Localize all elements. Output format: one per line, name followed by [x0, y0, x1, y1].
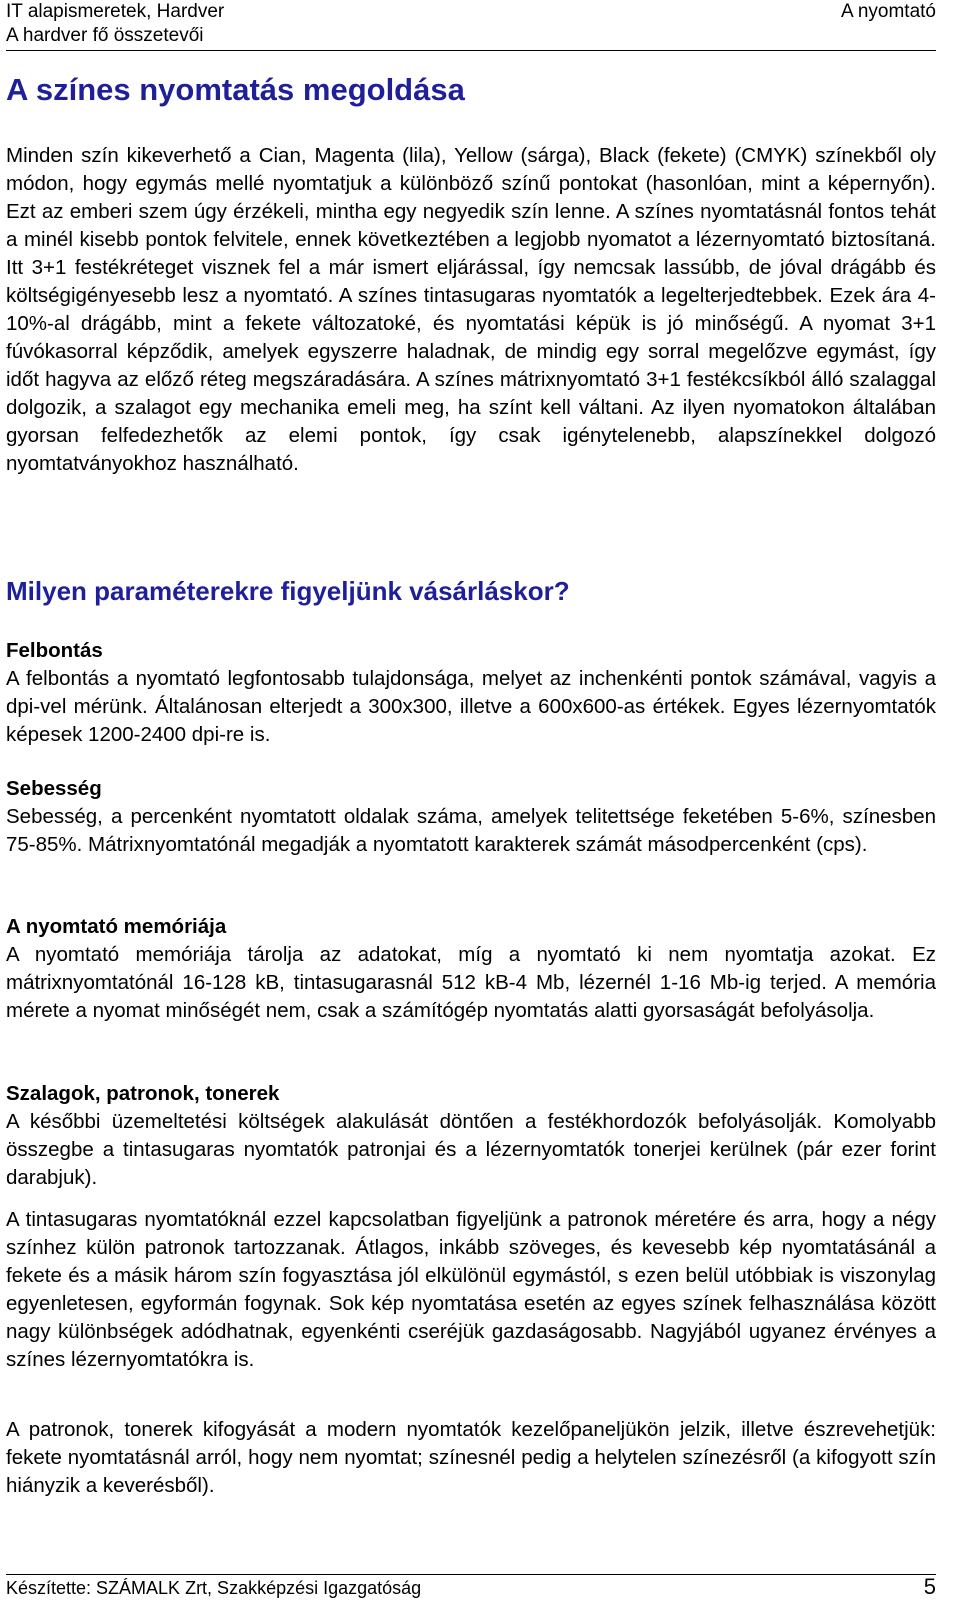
consumables-paragraph-2: A tintasugaras nyomtatóknál ezzel kapcsolatban figyeljünk a patronok méretére és arra, hogy a négy színhez külön patronok tartozzanak. Átlagos, inkább szöveges, és kevesebb kép nyomtatásánál a fekete és a másik három szín fogyasztása jól elkülönül egymástól, s ezen belül utóbbiak is viszonylag egyenletesen, egyformán fogynak. Sok kép nyomtatása esetén az egyes színek felhasználása között nagy különbségek adódhatnak, egyenkénti cseréjük gazdaságosabb. Nagyjából ugyanez érvényes a színes lézernyomtatókra is. [6, 1208, 936, 1371]
header-course: IT alapismeretek, Hardver [6, 1, 225, 22]
page-title: A színes nyomtatás megoldása [6, 72, 465, 107]
memory-paragraph: A nyomtató memóriája tárolja az adatokat, míg a nyomtató ki nem nyomtatja azokat. Ez mátrixnyomtatónál 16-128 kB, tintasugarasnál 512 kB-4 Mb, lézernél 1-16 Mb-ig terjed. A memória mérete a nyomat minőségét nem, csak a számítógép nyomtatás alatti gyorsaságát befolyásolja. [6, 943, 936, 1022]
consumables-heading: Szalagok, patronok, tonerek [6, 1082, 280, 1105]
memory-heading: A nyomtató memóriája [6, 915, 227, 938]
page-number: 5 [923, 1574, 936, 1599]
resolution-heading: Felbontás [6, 639, 103, 662]
consumables-paragraph-3: A patronok, tonerek kifogyását a modern nyomtatók kezelőpaneljükön jelzik, illetve észrevehetjük: fekete nyomtatásnál arról, hogy nem nyomtat; színesnél pedig a helytelen színezésről (a kifogyott szín hiányzik a keverésből). [6, 1418, 936, 1497]
resolution-paragraph: A felbontás a nyomtató legfontosabb tulajdonsága, melyet az inchenkénti pontok számával, vagyis a dpi-vel mérünk. Általánosan elterjedt a 300x300, illetve a 600x600-as értékek. Egyes lézernyomtatók képesek 1200-2400 dpi-re is. [6, 667, 936, 746]
speed-heading: Sebesség [6, 777, 102, 800]
speed-paragraph: Sebesség, a percenként nyomtatott oldalak száma, amelyek telitettsége feketében 5-6%, színesben 75-85%. Mátrixnyomtatónál megadják a nyomtatott karakterek számát másodpercenként (cps). [6, 805, 936, 856]
consumables-paragraph-1: A későbbi üzemeltetési költségek alakulását döntően a festékhordozók befolyásolják. Komolyabb összegbe a tintasugaras nyomtatók patronjai és a lézernyomtatók tonerjei kerülnek (pár ezer forint darabjuk). [6, 1110, 936, 1189]
intro-paragraph: Minden szín kikeverhető a Cian, Magenta (lila), Yellow (sárga), Black (fekete) (CMYK) színekből oly módon, hogy egymás mellé nyomtatjuk a különböző színű pontokat (hasonlóan, mint a képernyőn). Ezt az emberi szem úgy érzékeli, mintha egy negyedik szín lenne. A színes nyomtatásnál fontos tehát a minél kisebb pontok felvitele, ennek következtében a legjobb nyomatot a lézernyomtató biztosítaná. Itt 3+1 festékréteget visznek fel a már ismert eljárással, így nemcsak lassúbb, de jóval drágább és költségigényesebb lesz a nyomtató. A színes tintasugaras nyomtatók a legelterjedtebbek. Ezek ára 4-10%-al drágább, mint a fekete változatoké, és nyomtatási képük is jó minőségű. A nyomat 3+1 fúvókasorral képződik, amelyek egyszerre haladnak, de mindig egy sorral megelőzve egymást, így időt hagyva az előző réteg megszáradására. A színes mátrixnyomtató 3+1 festékcsíkból álló szalaggal dolgozik, a szalagot egy mechanika emeli meg, ha színt kell váltani. Az ilyen nyomatokon általában gyorsan felfedezhetők az elemi pontok, így csak igénytelenebb, alapszínekkel dolgozó nyomtatványokhoz használható. [6, 144, 936, 475]
document-page [6, 0, 936, 1605]
footer-divider [6, 1574, 936, 1575]
header-topic: A nyomtató [840, 1, 936, 22]
section-title: Milyen paraméterekre figyeljünk vásárláskor? [6, 576, 570, 606]
footer-author: Készítette: SZÁMALK Zrt, Szakképzési Igazgatóság [6, 1578, 422, 1598]
header-divider [6, 50, 936, 51]
running-header-left [6, 0, 224, 48]
header-chapter: A hardver fő összetevői [6, 25, 204, 46]
